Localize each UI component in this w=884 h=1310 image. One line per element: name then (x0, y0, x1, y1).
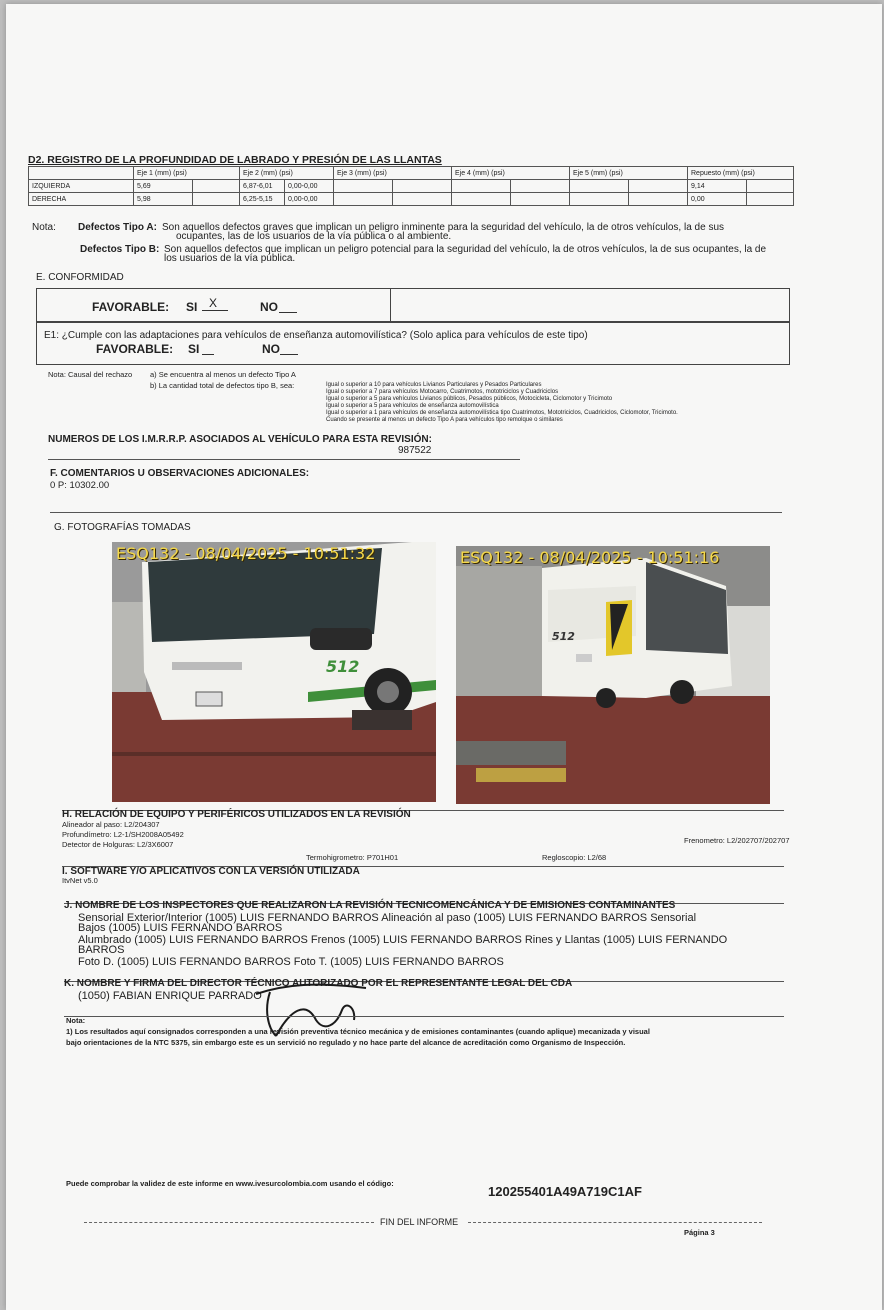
table-cell (334, 193, 393, 206)
bus-number-front: 512 (326, 657, 360, 676)
table-header-cell: Eje 4 (mm) (psi) (452, 167, 570, 180)
software-value: ItvNet v5.0 (62, 876, 98, 885)
nota-final-line-2: bajo orientaciones de la NTC 5375, sin embargo este es un servició no regulado y no hace parte del alcance de acreditación como Organismo de Inspección. (66, 1038, 626, 1047)
table-cell (511, 180, 570, 193)
tipo-b-label: Defectos Tipo B: (80, 244, 160, 255)
table-cell: 0,00 (688, 193, 747, 206)
divider (468, 1222, 762, 1223)
tipo-a-text-2: ocupantes, las de los usuarios de la vía pública o al ambiente. (176, 231, 452, 242)
rechazo-b: b) La cantidad total de defectos tipo B, sea: (150, 381, 295, 390)
tipo-b-text: Son aquellos defectos que implican un peligro potencial para la seguridad del vehículo, la de otros vehículos, la de sus ocupantes, la de (164, 244, 767, 255)
tipo-a-label: Defectos Tipo A: (78, 222, 157, 233)
imrrp-value: 987522 (398, 445, 432, 456)
e1-question: E1: ¿Cumple con las adaptaciones para vehículos de enseñanza automovilística? (Solo aplica para vehículos de este tipo) (44, 330, 588, 341)
page-number: Página 3 (684, 1228, 715, 1237)
director-name: (1050) FABIAN ENRIQUE PARRADO (78, 990, 262, 1002)
table-cell (334, 180, 393, 193)
inspectores-line-4: BARROS (78, 944, 125, 956)
comentarios-title: F. COMENTARIOS U OBSERVACIONES ADICIONALES: (50, 468, 310, 479)
rechazo-criteria-4: Igual o superior a 5 para vehículos de enseñanza automovilística (326, 403, 499, 409)
e1-favorable-label: FAVORABLE: (96, 342, 174, 356)
conformidad-title: E. CONFORMIDAD (36, 272, 124, 283)
bus-rear-image (456, 546, 770, 804)
photo-front-stamp: ESQ132 - 08/04/2025 - 10:51:32 (116, 544, 376, 563)
table-cell (393, 180, 452, 193)
si-mark: X (209, 296, 218, 310)
photo-front (112, 542, 436, 802)
table-cell (29, 167, 134, 180)
photo-rear-stamp: ESQ132 - 08/04/2025 - 10:51:16 (460, 548, 720, 567)
rechazo-criteria-6: Cuando se presente al menos un defecto Tipo A para vehículos tipo remolque o similares (326, 417, 563, 423)
rechazo-criteria-5: Igual o superior a 1 para vehículos de enseñanza automovilística tipo Cuatrimotos, Mototriciclos, Cuadriciclos, Ciclomotor, Tricimoto. (326, 410, 678, 416)
d2-title: D2. REGISTRO DE LA PROFUNDIDAD DE LABRADO Y PRESIÓN DE LAS LLANTAS (28, 154, 442, 166)
table-cell: 0,00-0,00 (285, 193, 334, 206)
table-cell (393, 193, 452, 206)
table-cell (747, 193, 794, 206)
row-label: IZQUIERDA (29, 180, 134, 193)
table-cell (452, 193, 511, 206)
fin-informe: FIN DEL INFORME (380, 1217, 459, 1227)
divider (48, 459, 520, 460)
divider (390, 288, 391, 321)
inspectores-line-5: Foto D. (1005) LUIS FERNANDO BARROS Foto T. (1005) LUIS FERNANDO BARROS (78, 956, 504, 968)
report-page (6, 4, 882, 1310)
table-header-cell: Eje 1 (mm) (psi) (134, 167, 240, 180)
table-header-cell: Eje 3 (mm) (psi) (334, 167, 452, 180)
nota-label: Nota: (32, 222, 56, 233)
e1-no-underline (280, 354, 298, 355)
termohigrometro-text: Termohigrometro: P701H01 (306, 853, 399, 862)
si-label: SI (186, 300, 198, 314)
frenometro-text: Frenometro: L2/202707/202707 (684, 836, 790, 845)
table-header-cell: Eje 2 (mm) (psi) (240, 167, 334, 180)
table-cell: 5,69 (134, 180, 193, 193)
table-cell (747, 180, 794, 193)
rechazo-criteria-3: Igual o superior a 5 para vehículos Livianos públicos, Pesados públicos, Motocicleta, Ciclomotor y Tricimoto (326, 396, 613, 402)
bus-number-rear: 512 (552, 630, 575, 643)
nota-final-label: Nota: (66, 1016, 86, 1025)
si-underline (202, 310, 228, 311)
e1-si-underline (202, 354, 214, 355)
favorable-label: FAVORABLE: (92, 300, 170, 314)
table-row (29, 180, 794, 193)
divider (64, 1016, 784, 1017)
row-label: DERECHA (29, 193, 134, 206)
no-underline (279, 312, 297, 313)
photo-rear (456, 546, 770, 804)
regloscopio-text: Regloscopio: L2/68 (542, 853, 607, 862)
divider (84, 1222, 374, 1223)
rechazo-criteria-2: Igual o superior a 7 para vehículos Motocarro, Cuatrimotos, mototriciclos y Cuadriciclos (326, 389, 559, 395)
table-cell: 6,25-5,15 (240, 193, 285, 206)
verification-code: 120255401A49A719C1AF (488, 1184, 642, 1199)
fotos-title: G. FOTOGRAFÍAS TOMADAS (54, 522, 191, 533)
inspectores-line-2: Bajos (1005) LUIS FERNANDO BARROS (78, 922, 283, 934)
comentarios-value: 0 P: 10302.00 (50, 480, 110, 491)
table-cell (629, 193, 688, 206)
imrrp-title: NUMEROS DE LOS I.M.R.R.P. ASOCIADOS AL VEHÍCULO PARA ESTA REVISIÓN: (48, 434, 432, 445)
table-cell (570, 193, 629, 206)
rechazo-label: Nota: Causal del rechazo (48, 370, 133, 379)
e1-no-label: NO (262, 342, 280, 356)
table-header-cell: Eje 5 (mm) (psi) (570, 167, 688, 180)
divider (50, 512, 782, 513)
inspectores-title: J. NOMBRE DE LOS INSPECTORES QUE REALIZARON LA REVISIÓN TECNICOMENCÁNICA Y DE EMISIONES CONTAMINANTES (64, 900, 676, 911)
table-cell (511, 193, 570, 206)
tipo-b-text-2: los usuarios de la vía pública. (164, 253, 296, 264)
table-header-row (29, 167, 794, 180)
table-cell (452, 180, 511, 193)
e1-si-label: SI (188, 342, 200, 356)
inspectores-line-3: Alumbrado (1005) LUIS FERNANDO BARROS Frenos (1005) LUIS FERNANDO BARROS Rines y Llantas (1005) LUIS FERNANDO (78, 934, 728, 946)
rechazo-criteria-1: Igual o superior a 10 para vehículos Livianos Particulares y Pesados Particulares (326, 382, 542, 388)
table-cell: 0,00-0,00 (285, 180, 334, 193)
table-cell: 5,98 (134, 193, 193, 206)
table-cell (193, 193, 240, 206)
no-label: NO (260, 300, 278, 314)
software-title: I. SOFTWARE Y/O APLICATIVOS CON LA VERSIÓN UTILIZADA (62, 866, 360, 877)
profundimetro-text: Profundímetro: L2-1/SH2008A05492 (62, 830, 184, 839)
equipo-title: H. RELACIÓN DE EQUIPO Y PERIFÉRICOS UTILIZADOS EN LA REVISIÓN (62, 809, 411, 820)
table-cell (570, 180, 629, 193)
alineador-text: Alineador al paso: L2/204307 (62, 820, 160, 829)
table-row (29, 193, 794, 206)
table-cell: 6,87-6,01 (240, 180, 285, 193)
tipo-a-text: Son aquellos defectos graves que implican un peligro inminente para la seguridad del vehículo, la de otros vehículos, la de sus (162, 222, 725, 233)
holguras-text: Detector de Holguras: L2/3X6007 (62, 840, 174, 849)
table-cell (629, 180, 688, 193)
rechazo-a: a) Se encuentra al menos un defecto Tipo A (150, 370, 296, 379)
table-header-cell: Repuesto (mm) (psi) (688, 167, 794, 180)
inspectores-line-1: Sensorial Exterior/Interior (1005) LUIS FERNANDO BARROS Alineación al paso (1005) LUIS FERNANDO BARROS Sensorial (78, 912, 697, 924)
table-cell (193, 180, 240, 193)
director-title: K. NOMBRE Y FIRMA DEL DIRECTOR TÉCNICO AUTORIZADO POR EL REPRESENTANTE LEGAL DEL CDA (64, 978, 573, 989)
tire-depth-table (28, 166, 794, 206)
table-cell: 9,14 (688, 180, 747, 193)
verify-text: Puede comprobar la validez de este informe en www.ivesurcolombia.com usando el código: (66, 1179, 394, 1188)
bus-front-image (112, 542, 436, 802)
nota-final-line-1: 1) Los resultados aquí consignados corresponden a una revisión preventiva técnico mecánica y de emisiones contaminantes (cuando aplique) mecanizada y visual (66, 1027, 650, 1036)
